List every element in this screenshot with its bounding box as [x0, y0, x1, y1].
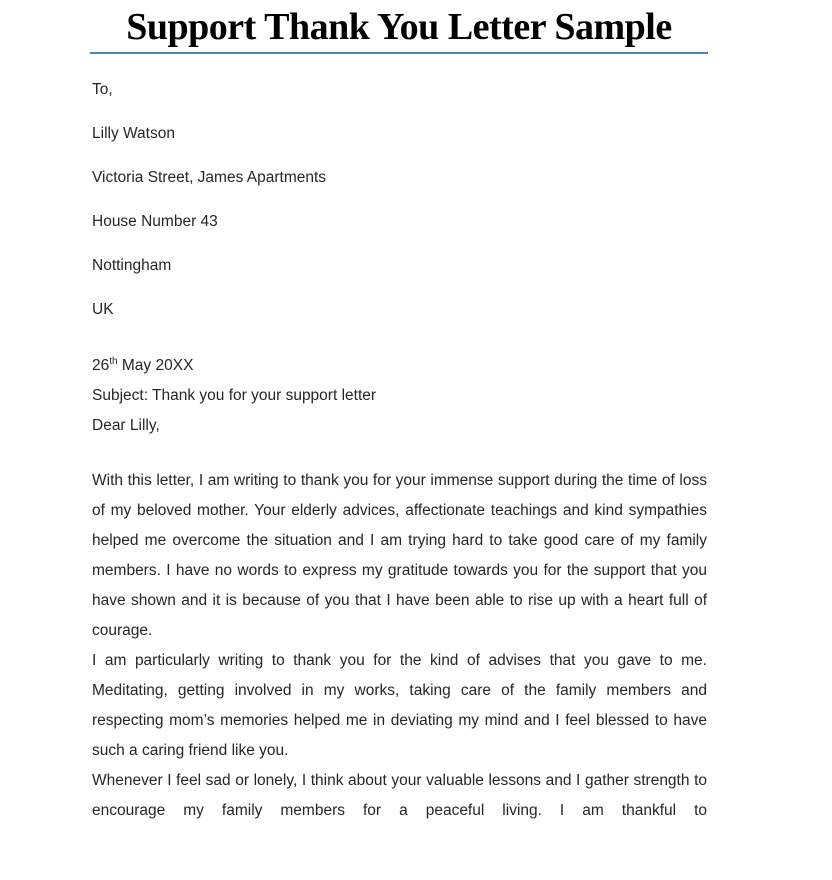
date-day: 26	[92, 357, 110, 374]
body-paragraph: I am particularly writing to thank you for the kind of advises that you gave to me. Meditating, getting involved in my works, taking care of the family members and respecting mom’s memories helped me in deviating my mind and I feel blessed to have such a caring friend like you.	[92, 652, 707, 759]
address-line: Lilly Watson	[92, 125, 175, 142]
address-line: Victoria Street, James Apartments	[92, 169, 327, 186]
letter-meta	[92, 351, 707, 441]
salutation: Dear Lilly,	[92, 417, 160, 434]
address-line: House Number 43	[92, 213, 218, 230]
recipient-address	[92, 75, 707, 325]
letter-title: Support Thank You Letter Sample	[126, 6, 672, 48]
letter-date	[92, 351, 707, 381]
date-ordinal-suffix: th	[109, 355, 118, 367]
subject-line: Subject: Thank you for your support letter	[92, 387, 377, 404]
recipient-label: To,	[92, 81, 113, 98]
letter-body	[92, 54, 707, 826]
date-month-year: May 20XX	[117, 357, 194, 374]
address-line: Nottingham	[92, 257, 172, 274]
letter-header	[90, 0, 708, 54]
address-line: UK	[92, 301, 114, 318]
body-paragraph: Whenever I feel sad or lonely, I think about your valuable lessons and I gather strength to encourage my family members for a peaceful living. I am thankful to	[92, 772, 707, 819]
body-paragraph: With this letter, I am writing to thank you for your immense support during the time of loss of my beloved mother. Your elderly advices, affectionate teachings and kind sympathies helped me overcome the situation and I am trying hard to take good care of my family members. I have no words to express my gratitude towards you for the support that you have shown and it is because of you that I have been able to rise up with a heart full of courage.	[92, 472, 707, 639]
